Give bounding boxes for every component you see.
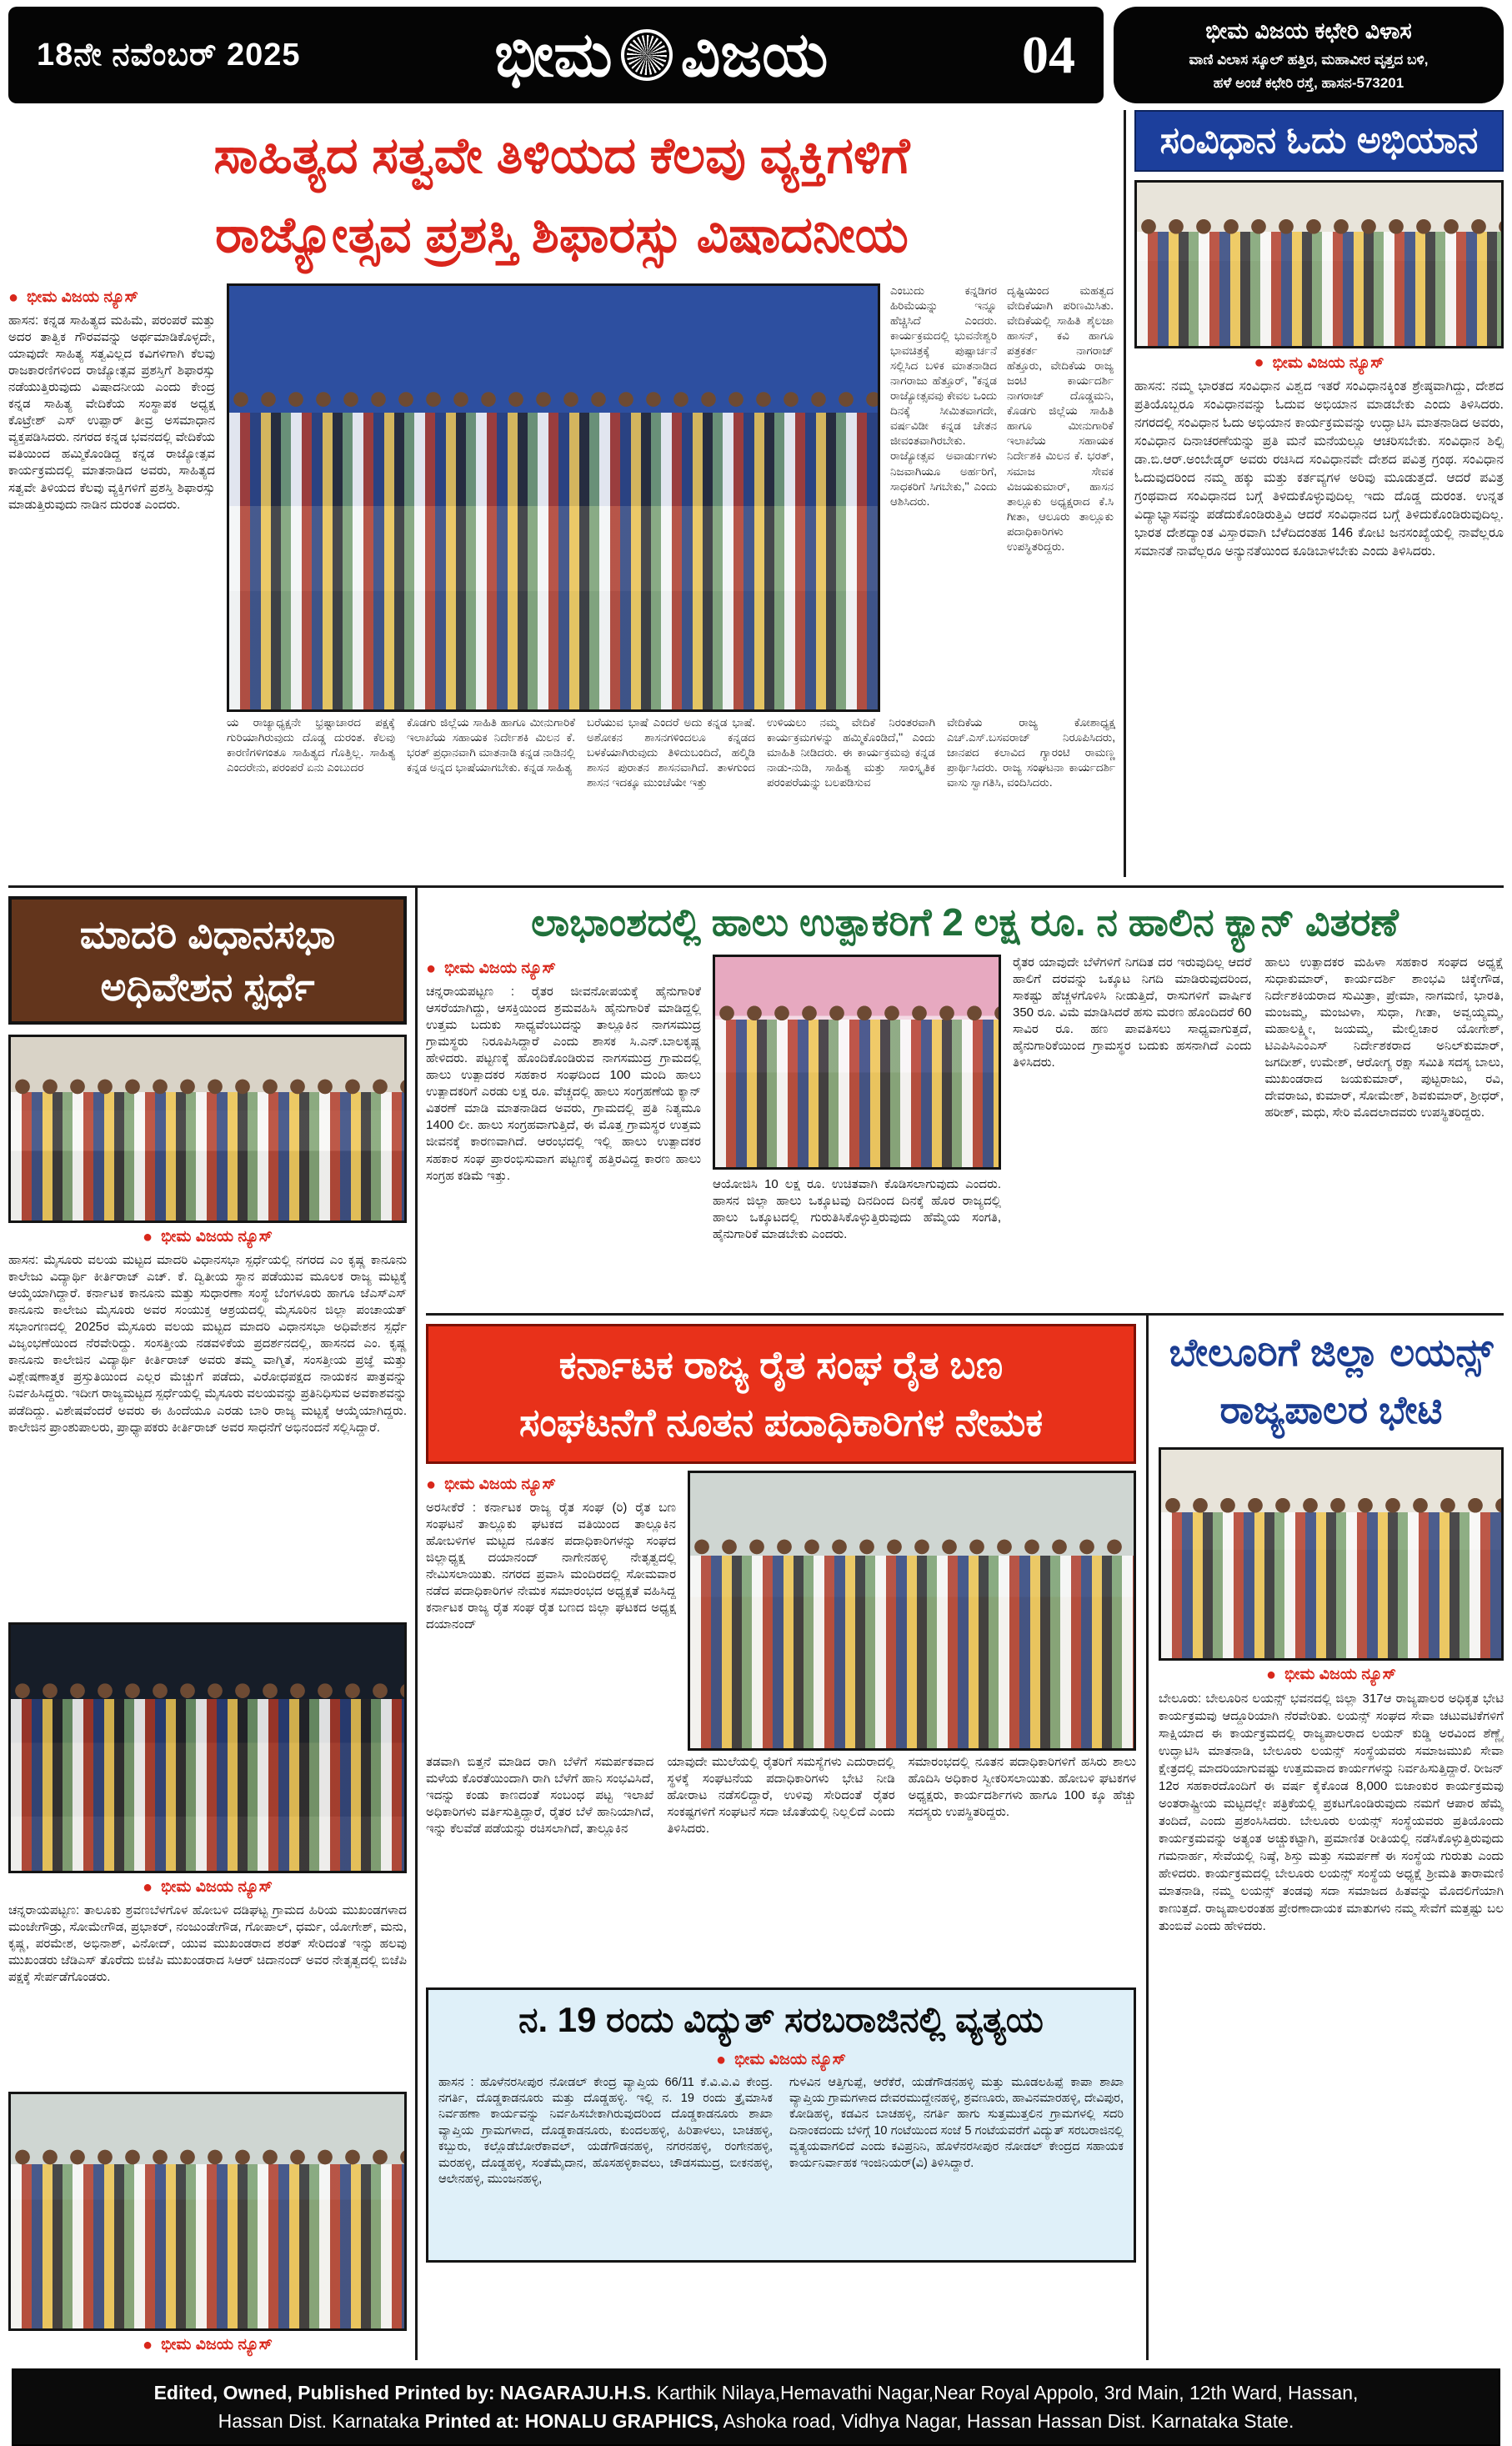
byline	[426, 960, 701, 979]
raita-headline-line2: ಸಂಘಟನೆಗೆ ನೂತನ ಪದಾಧಿಕಾರಿಗಳ ನೇಮಕ	[518, 1400, 1044, 1444]
main-article-left-column	[8, 283, 215, 877]
lower-row	[426, 1313, 1504, 2360]
electricity-headline: ನ. 19 ರಂದು ವಿದ್ಯುತ್ ಸರಬರಾಜಿನಲ್ಲಿ ವ್ಯತ್ಯಯ	[518, 1999, 1044, 2039]
model-assembly-headline-line1: ಮಾದರಿ ವಿಧಾನಸಭಾ	[79, 911, 336, 956]
main-article-bottom-columns	[227, 715, 1115, 877]
mid-band	[8, 885, 1504, 2360]
milk-photo-column	[713, 955, 1001, 1305]
milk-text-right-1: ರೈತರ ಯಾವುದೇ ಬೆಳೆಗಳಿಗೆ ನಿಗದಿತ ದರ ಇರುವುದಿಲ್ಲ ಆದರೆ ಹಾಲಿಗೆ ದರವನ್ನು ಒಕ್ಕೂಟ ನಿಗದಿ ಮಾಡಿರುವುದರಿಂದ, ಸಾಕಷ್ಟು ಹೆಚ್ಚಳಗೊಳಿಸಿ ನೀಡುತ್ತಿದೆ, ರಾಸುಗಳಿಗೆ ವಾರ್ಷಿಕ 350 ರೂ. ವಿಮೆ ಮಾಡಿಸಿದರೆ ಹಸು ಮರಣ ಹೊಂದಿದರೆ 60 ಸಾವಿರ ರೂ. ಹಣ ಪಾವತಿಸಲು ಸಾಧ್ಯವಾಗುತ್ತದೆ, ಹೈನುಗಾರಿಕೆಯಿಂದ ಗ್ರಾಮಸ್ಥರ ಬದುಕು ಹಸನಾಗಿದೆ ಎಂದು ತಿಳಿಸಿದರು.	[1013, 955, 1252, 1070]
bullet-icon: ●	[716, 2050, 727, 2069]
bullet-icon: ●	[143, 2335, 153, 2354]
raita-headline-line1: ಕರ್ನಾಟಕ ರಾಜ್ಯ ರೈತ ಸಂಘ ರೈತ ಬಣ	[558, 1342, 1004, 1386]
model-assembly-headline	[8, 896, 407, 1025]
electricity-body	[438, 2075, 1124, 2252]
main-article-headline	[8, 117, 1115, 275]
milk-article	[426, 888, 1504, 1305]
main-article-body	[8, 283, 1115, 877]
electricity-text-col-1: ಹಾಸನ : ಹೊಳೆನರಸೀಪುರ ನೋಡಲ್ ಕೇಂದ್ರ ವ್ಯಾಪ್ತಿಯ 66/11 ಕೆ.ವಿ.ವಿ.ವಿ ಕೇಂದ್ರ. ನಗರ್ತಿ, ದೊಡ್ಡಕಾಡನೂರು ಮತ್ತು ದೊಡ್ಡಹಳ್ಳಿ. ಇಲ್ಲಿ ನ. 19 ರಂದು ತ್ರೈಮಾಸಿಕ ನಿರ್ವಹಣಾ ಕಾರ್ಯವನ್ನು ನಿರ್ವಹಿಸಬೇಕಾಗಿರುವುದರಿಂದ ದೊಡ್ಡಕಾಡನೂರು ಶಾಖಾ ವ್ಯಾಪ್ತಿಯ ಗ್ರಾಮಗಳಾದ, ದೊಡ್ಡಕಾಡನೂರು, ಕುಂದಲಹಳ್ಳಿ, ಹಿರಿತಾಳಲು, ಬಾಚಹಳ್ಳಿ, ಕಬ್ಬುರು, ಕಲ್ಲೊಡೆಬೋರೆಕಾವಲ್, ಯಡೆಗೌಡನಹಳ್ಳಿ, ನಗರನಹಳ್ಳಿ, ರಂಗೇನಹಳ್ಳಿ, ಮರಹಳ್ಳಿ, ದೊಡ್ಡಹಳ್ಳಿ, ಸಂತೆಮೈದಾನ, ಹೊಸಹಳ್ಳಿಕಾವಲು, ಚೌಡಸಮುದ್ರ, ಬೀಕನಹಳ್ಳಿ, ಆಲೇನಹಳ್ಳಿ, ಮುಂಜನಹಳ್ಳಿ,	[438, 2075, 773, 2187]
masthead-title	[494, 19, 828, 92]
byline	[8, 1878, 407, 1897]
main-article-right-block	[227, 283, 1115, 877]
byline-label: ಭೀಮ ವಿಜಯ ನ್ಯೂಸ್	[161, 1878, 273, 1897]
constitution-text: ಹಾಸನ: ನಮ್ಮ ಭಾರತದ ಸಂವಿಧಾನ ವಿಶ್ವದ ಇತರೆ ಸಂವಿಧಾನಕ್ಕಿಂತ ಶ್ರೇಷ್ಠವಾಗಿದ್ದು, ದೇಶದ ಪ್ರತಿಯೊಬ್ಬರೂ ಸಂವಿಧಾನವನ್ನು ಓದುವ ಅಭಿಯಾನ ಮಾಡಬೇಕು ಎಂದು ತಿಳಿಸಿದರು. ನಗರದಲ್ಲಿ ಸಂವಿಧಾನ ಓದು ಅಭಿಯಾನ ಕಾರ್ಯಕ್ರಮವನ್ನು ಉದ್ಘಾಟಿಸಿ ಮಾತನಾಡಿದ ಅವರು, ಸಂವಿಧಾನ ದಿನಾಚರಣೆಯನ್ನು ಪ್ರತಿ ಮನೆ ಮನೆಯಲ್ಲೂ ಆಚರಿಸಬೇಕು. ಸಂವಿಧಾನ ಶಿಲ್ಪಿ ಡಾ.ಬಿ.ಆರ್.ಅಂಬೇಡ್ಕರ್ ಅವರು ರಚಿಸಿದ ಸಂವಿಧಾನವೇ ದೇಶದ ಪವಿತ್ರ ಗ್ರಂಥ. ಸಂವಿಧಾನ ಓದುವುದರಿಂದ ನಮ್ಮ ಹಕ್ಕು ಮತ್ತು ಕರ್ತವ್ಯಗಳ ಅರಿವು ಮೂಡುತ್ತದೆ. ಆದರೆ ಪವಿತ್ರ ಗ್ರಂಥವಾದ ಸಂವಿಧಾನದ ಬಗ್ಗೆ ತಿಳಿದುಕೊಳ್ಳುವುದಿಲ್ಲ ಇದು ದೊಡ್ಡ ದುರಂತ. ಉನ್ನತ ವಿದ್ಯಾಭ್ಯಾಸವನ್ನು ಪಡೆದುಕೊಂಡಿರುತ್ತಿವಿ ಆದರೆ ಸಂವಿಧಾನದ ಬಗ್ಗೆ ತಿಳಿದುಕೊಂಡಿರುವುದಿಲ್ಲ. ಭಾರತ ದೇಶದ್ಯಾಂತ ವಿಸ್ತಾರವಾಗಿ ಬೆಳೆದಿದಂತಹ 146 ಕೋಟಿ ಜನಸಂಖ್ಯೆಯಲ್ಲಿ ನಾವೆಲ್ಲರೂ ಸಮಾನತೆ ನಾವೆಲ್ಲರೂ ಅನ್ಯುನತೆಯಿಂದ ಕೂಡಿಬಾಳಬೇಕು ಎಂದು ತಿಳಿಸಿದರು.	[1134, 379, 1504, 559]
main-article-bottom-col-2: ಕೊಡಗು ಜಿಲ್ಲೆಯ ಸಾಹಿತಿ ಹಾಗೂ ಮೀನುಗಾರಿಕೆ ಇಲಾಖೆಯ ಸಹಾಯಕ ನಿರ್ದೇಶಕಿ ಮಿಲನ ಕೆ. ಭರತ್ ಪ್ರಧಾನವಾಗಿ ಮಾತನಾಡಿ ಕನ್ನಡ ನಾಡಿನಲ್ಲಿ ಕನ್ನಡ ಅನ್ನದ ಭಾಷೆಯಾಗಬೇಕು. ಕನ್ನಡ ಸಾಹಿತ್ಯ	[407, 715, 575, 774]
office-address-line2: ಹಳೆ ಅಂಚೆ ಕಛೇರಿ ರಸ್ತೆ, ಹಾಸನ-573201	[1213, 75, 1404, 91]
beluru-headline-line1: ಬೇಲೂರಿಗೆ ಜಿಲ್ಲಾ ಲಯನ್ಸ್	[1169, 1330, 1494, 1374]
imprint-line1	[20, 2378, 1492, 2408]
beluru-article	[1149, 1316, 1504, 2360]
main-article-bottom-col-1: ಯ ರಾಜ್ಯಾಧ್ಯಕ್ಷನೇ ಭ್ರಷ್ಟಾಚಾರದ ಪಕ್ಷಕ್ಕೆ ಗುರಿಯಾಗಿರುವುದು ದೊಡ್ಡ ದುರಂತ. ಕೆಲವು ಕಾರಣಿಗಳಿಗಂತೂ ಸಾಹಿತ್ಯದ ಗೊತ್ತಿಲ್ಲ. ಸಾಹಿತ್ಯ ಎಂದರೇನು, ಪರಂಪರೆ ಏನು ಎಂಬುದರ	[227, 715, 395, 774]
milk-text-under-photo: ಆಯೋಜಿಸಿ 10 ಲಕ್ಷ ರೂ. ಉಚಿತವಾಗಿ ಕೊಡಿಸಲಾಗುವುದು ಎಂದರು. ಹಾಸನ ಜಿಲ್ಲಾ ಹಾಲು ಒಕ್ಕೂಟವು ದಿನದಿಂದ ದಿನಕ್ಕೆ ಹೊರ ರಾಜ್ಯದಲ್ಲಿ ಹಾಲು ಒಕ್ಕೂಟದಲ್ಲಿ ಗುರುತಿಸಿಕೊಳ್ಳುತ್ತಿರುವುದು ಹೆಮ್ಮೆಯ ಸಂಗತಿ, ಹೈನುಗಾರಿಕೆ ಮಾಡಬೇಕು ಎಂದರು.	[713, 1176, 1001, 1241]
main-article-text-left: ಹಾಸನ: ಕನ್ನಡ ಸಾಹಿತ್ಯದ ಮಹಿಮೆ, ಪರಂಪರೆ ಮತ್ತು ಅದರ ತಾತ್ವಿಕ ಗೌರವವನ್ನು ಅರ್ಥಮಾಡಿಕೊಳ್ಳದೇ, ಯಾವುದೇ ಸಾಹಿತ್ಯ ಸತ್ವವಿಲ್ಲದ ಕವಿಗಳಿಗಾಗಿ ಕೆಲವು ರಾಜಕಾರಣಿಗಳಿಂದ ರಾಜ್ಯೋತ್ಸವ ಪ್ರಶಸ್ತಿಗೆ ಶಿಫಾರಸ್ಸು ನಡೆಯುತ್ತಿರುವುದು ವಿಷಾದನೀಯ ಎಂದು ಕೇಂದ್ರ ಕನ್ನಡ ಸಾಹಿತ್ಯ ವೇದಿಕೆಯ ಸಂಸ್ಥಾಪಕ ಅಧ್ಯಕ್ಷ ಕೊಟ್ರೇಶ್ ಎಸ್ ಉಪ್ಪಾರ್ ತೀವ್ರ ಅಸಮಾಧಾನ ವ್ಯಕ್ತಪಡಿಸಿದರು. ನಗರದ ಕನ್ನಡ ಭವನದಲ್ಲಿ ವೇದಿಕೆಯ ವತಿಯಿಂದ ಹಮ್ಮಿಕೊಂಡಿದ್ದ ಕನ್ನಡ ರಾಜ್ಯೋತ್ಸವ ಕಾರ್ಯಕ್ರಮದಲ್ಲಿ ಮಾತನಾಡಿದ ಅವರು, ಸಾಹಿತ್ಯದ ಸತ್ವವೇ ತಿಳಿಯದ ಕೆಲವು ವ್ಯಕ್ತಿಗಳಿಗೆ ಪ್ರಶಸ್ತಿ ಶಿಫಾರಸ್ಸು ಮಾಡುತ್ತಿರುವುದು ನಾಡಿನ ದುರಂತ ಎಂದರು.	[8, 313, 215, 512]
masthead-word-left: ಭೀಮ	[494, 19, 613, 89]
electricity-notice	[426, 1987, 1136, 2263]
bullet-icon: ●	[426, 959, 437, 978]
imprint-publisher-name: NAGARAJU.H.S.	[499, 2381, 652, 2403]
raita-article	[426, 1316, 1149, 2360]
beluru-text: ಬೇಲೂರು: ಬೇಲೂರಿನ ಲಯನ್ಸ್ ಭವನದಲ್ಲಿ ಜಿಲ್ಲಾ 317ಆ ರಾಜ್ಯಪಾಲರ ಅಧಿಕೃತ ಭೇಟಿ ಕಾರ್ಯಕ್ರಮವು ಆದ್ದೂರಿಯಾಗಿ ನೆರವೇರಿತು. ಲಯನ್ಸ್ ಸಂಘದ ಸೇವಾ ಚಟುವಟಿಕೆಗಳಿಗೆ ಸಾಕ್ಷಿಯಾದ ಈ ಕಾರ್ಯಕ್ರಮದಲ್ಲಿ ರಾಜ್ಯಪಾಲರಾದ ಲಯನ್ ಕುಡ್ಡಿ ಅರವಿಂದ ಶೆಣ್ಣೈ ಉದ್ಘಾಟಿಸಿ ಮಾತನಾಡಿ, ಬೇಲೂರು ಲಯನ್ಸ್ ಸಂಸ್ಥೆಯವರು ಸಮಾಜಮುಖಿ ಸೇವಾ ಕ್ಷೇತ್ರದಲ್ಲಿ ಮಾದರಿಯಾಗುವಷ್ಟು ಉತ್ತಮವಾದ ಕಾರ್ಯಗಳನ್ನು ನಿರ್ವಹಿಸುತ್ತಿದ್ದಾರೆ. ರೀಜನ್ 12ರ ಸಹಕಾರದೊಂದಿಗೆ ಈ ವರ್ಷ ಕೈಕೊಂಡ 8,000 ಬಿಜಾಂಕುರ ಕಾರ್ಯಕ್ರಮವು ಅಂತರಾಷ್ಟ್ರೀಯ ಮಟ್ಟದಲ್ಲೇ ಪತ್ರಿಕೆಯಲ್ಲಿ ಪ್ರಕಟಗೊಂಡಿರುವುದು ನಮಗೆ ಆಪಾರ ಹೆಮ್ಮೆ ತಂದಿದೆ, ಎಂದು ಪ್ರಶಂಸಿಸಿದರು. ಬೇಲೂರು ಲಯನ್ಸ್ ಸಂಸ್ಥೆಯವರು ಪ್ರತಿಯೊಂದು ಕಾರ್ಯಕ್ರಮವನ್ನು ಅತ್ಯಂತ ಅಚ್ಚುಕಟ್ಟಾಗಿ, ಪ್ರಮಾಣಿತ ರೀತಿಯಲ್ಲಿ ನಡೆಸಿಕೊಳ್ಳುತ್ತಿರುವುದು ಗಮನಾರ್ಹ, ಸೇವೆಯಲ್ಲಿ ನಿಷ್ಠೆ, ಶಿಸ್ತು ಮತ್ತು ಸಮರ್ಪಣೆ ಈ ಸಂಸ್ಥೆಯ ಗುರುತು ಎಂದು ಹೇಳಿದರು. ಕಾರ್ಯಕ್ರಮದಲ್ಲಿ ಬೇಲೂರು ಲಯನ್ಸ್ ಸಂಸ್ಥೆಯ ಅಧ್ಯಕ್ಷೆ ಶ್ರೀಮತಿ ತಾರಾಮಣಿ ಮಾತನಾಡಿ, ನಮ್ಮ ಲಯನ್ಸ್ ತಂಡವು ಸದಾ ಸಮಾಜದ ಹಿತವನ್ನು ಮೊದಲಿಗೆಯಾಗಿ ಕಾಣುತ್ತದೆ. ರಾಜ್ಯಪಾಲರಂತಹ ಪ್ರೇರಣಾದಾಯಕ ಮಾತುಗಳು ನಮ್ಮ ಸೇವೆಗೆ ಮತ್ತಷ್ಟು ಬಲ ತುಂಬಿವೆ ಎಂದು ಹೇಳಿದರು.	[1159, 1691, 1504, 1933]
main-article-text-col-b: ಎಂಬುದು ಕನ್ನಡಿಗರ ಹಿರಿಮೆಯನ್ನು ಇನ್ನೂ ಹೆಚ್ಚಿಸಿದೆ ಎಂದರು. ಕಾರ್ಯಕ್ರಮದಲ್ಲಿ ಭುವನೇಶ್ವರಿ ಭಾವಚಿತ್ರಕ್ಕೆ ಪುಷ್ಪಾರ್ಚನೆ ಸಲ್ಲಿಸಿದ ಬಳಿಕ ಮಾತನಾಡಿದ ನಾಗರಾಜು ಹೆತ್ತೂರ್, ''ಕನ್ನಡ ರಾಜ್ಯೋತ್ಸವವು ಕೇವಲ ಒಂದು ದಿನಕ್ಕೆ ಸೀಮಿತವಾಗದೇ, ವರ್ಷವಿಡೀ ಕನ್ನಡ ಚೇತನ ಜೀವಂತವಾಗಿರಬೇಕು. ರಾಜ್ಯೋತ್ಸವ ಅವಾರ್ಡುಗಳು ನಿಜವಾಗಿಯೂ ಅರ್ಹರಿಗೆ, ಸಾಧಕರಿಗೆ ಸಿಗಬೇಕು,'' ಎಂದು ಆಶಿಸಿದರು.	[890, 283, 997, 508]
milk-article-body	[426, 955, 1504, 1305]
bullet-icon: ●	[1254, 353, 1264, 372]
bullet-icon: ●	[426, 1475, 437, 1494]
byline-label: ಭೀಮ ವಿಜಯ ನ್ಯೂಸ್	[161, 1228, 273, 1246]
byline	[1159, 1666, 1504, 1685]
model-assembly-headline-line2: ಅಧಿವೇಶನ ಸ್ಪರ್ಧೆ	[100, 965, 315, 1010]
main-headline-line1: ಸಾಹಿತ್ಯದ ಸತ್ವವೇ ತಿಳಿಯದ ಕೆಲವು ವ್ಯಕ್ತಿಗಳಿಗೆ	[213, 128, 910, 183]
raita-bottom-columns	[426, 1754, 1136, 1977]
byline-label: ಭೀಮ ವಿಜಯ ನ್ಯೂಸ್	[734, 2051, 846, 2069]
milk-headline: ಲಾಭಾಂಶದಲ್ಲಿ ಹಾಲು ಉತ್ಪಾಕರಿಗೆ 2 ಲಕ್ಷ ರೂ. ನ ಹಾಲಿನ ಕ್ಯಾನ್ ವಿತರಣೆ	[531, 900, 1399, 944]
main-article-bottom-col-4: ಉಳಿಯಲು ನಮ್ಮ ವೇದಿಕೆ ನಿರಂತರವಾಗಿ ಕಾರ್ಯಕ್ರಮಗಳನ್ನು ಹಮ್ಮಿಕೊಂಡಿದೆ,'' ಎಂದು ಮಾಹಿತಿ ನೀಡಿದರು. ಈ ಕಾರ್ಯಕ್ರಮವು ಕನ್ನಡ ನಾಡು-ನುಡಿ, ಸಾಹಿತ್ಯ ಮತ್ತು ಸಾಂಸ್ಕೃತಿಕ ಪರಂಪರೆಯನ್ನು ಬಲಪಡಿಸುವ	[767, 715, 935, 789]
bullet-icon: ●	[143, 1877, 153, 1897]
bullet-icon: ●	[8, 288, 19, 307]
byline	[426, 1476, 676, 1495]
main-headline-line2: ರಾಜ್ಯೋತ್ಸವ ಪ್ರಶಸ್ತಿ ಶಿಫಾರಸ್ಸು ವಿಷಾದನೀಯ	[215, 206, 909, 263]
page-header	[8, 7, 1504, 103]
byline-label: ಭೀಮ ವಿಜಯ ನ್ಯೂಸ್	[161, 2336, 273, 2354]
constitution-headline: ಸಂವಿಧಾನ ಓದು ಅಭಿಯಾನ	[1134, 110, 1504, 172]
raita-left-column	[426, 1471, 676, 1746]
right-area	[418, 888, 1504, 2360]
main-article-photo	[227, 283, 880, 712]
byline-label: ಭೀಮ ವಿಜಯ ನ್ಯೂಸ್	[444, 1476, 556, 1494]
imprint-line2	[20, 2407, 1492, 2436]
imprint-footer	[12, 2368, 1500, 2446]
raita-text-col-3: ಸಮಾರಂಭದಲ್ಲಿ ನೂತನ ಪದಾಧಿಕಾರಿಗಳಿಗೆ ಹಸಿರು ಶಾಲು ಹೊದಿಸಿ ಅಧಿಕಾರ ಸ್ವೀಕರಿಸಲಾಯಿತು. ಹೋಬಳಿ ಘಟಕಗಳ ಅಧ್ಯಕ್ಷರು, ಕಾರ್ಯದರ್ಶಿಗಳು ಹಾಗೂ 100 ಕ್ಕೂ ಹೆಚ್ಚು ಸದಸ್ಯರು ಉಪಸ್ಥಿತರಿದ್ದರು.	[908, 1754, 1136, 1819]
byline-label: ಭೀಮ ವಿಜಯ ನ್ಯೂಸ್	[27, 288, 138, 307]
raita-group-photo	[688, 1471, 1136, 1751]
constitution-photo	[1134, 180, 1504, 348]
raita-body	[426, 1471, 1136, 1746]
office-title: ಭೀಮ ವಿಜಯ ಕಛೇರಿ ವಿಳಾಸ	[1205, 18, 1412, 43]
byline	[8, 1228, 407, 1247]
page-number: 04	[1021, 25, 1075, 84]
main-article-text-col-c: ದೃಷ್ಟಿಯಿಂದ ಮಹತ್ವದ ವೇದಿಕೆಯಾಗಿ ಪರಿಣಮಿಸಿತು. ವೇದಿಕೆಯಲ್ಲಿ ಸಾಹಿತಿ ಶೈಲಜಾ ಹಾಸನ್, ಕವಿ ಹಾಗೂ ಪತ್ರಕರ್ತ ನಾಗರಾಜ್ ಹೆತ್ತೂರು, ವೇದಿಕೆಯ ರಾಜ್ಯ ಜಂಟಿ ಕಾರ್ಯದರ್ಶಿ ನಾಗರಾಜ್ ದೊಡ್ಡಮನಿ, ಕೊಡಗು ಜಿಲ್ಲೆಯ ಸಾಹಿತಿ ಹಾಗೂ ಮೀನುಗಾರಿಕೆ ಇಲಾಖೆಯ ಸಹಾಯಕ ನಿರ್ದೇಶಕಿ ಮಿಲನ ಕೆ. ಭರತ್, ಸಮಾಜ ಸೇವಕ ವಿಜಯಕುಮಾರ್, ಹಾಸನ ತಾಲ್ಲೂಕು ಅಧ್ಯಕ್ಷರಾದ ಕೆ.ಸಿ ಗೀತಾ, ಆಲೂರು ತಾಲ್ಲೂಕು ಪದಾಧಿಕಾರಿಗಳು ಉಪಸ್ಥಿತರಿದ್ದರು.	[1007, 283, 1114, 553]
raita-text-col-1: ತಡವಾಗಿ ಬಿತ್ತನೆ ಮಾಡಿದ ರಾಗಿ ಬೆಳೆಗೆ ಸಮರ್ಪಕವಾದ ಮಳೆಯ ಕೊರತೆಯಿಂದಾಗಿ ರಾಗಿ ಬೆಳೆಗೆ ಹಾನಿ ಸಂಭವಿಸಿದೆ, ಇದನ್ನು ಕಂಡು ಕಾಣದಂತೆ ಸಂಬಂಧ ಪಟ್ಟ ಇಲಾಖೆ ಅಧಿಕಾರಿಗಳು ವರ್ತಿಸುತ್ತಿದ್ದಾರೆ, ರೈತರ ಬೆಳೆ ಹಾನಿಯಾಗಿದೆ, ಇನ್ನು ಕೆಲವೆಡೆ ಪಡೆಯನ್ನು ರಚಿಸಲಾಗಿದೆ, ತಾಲ್ಲೂಕಿನ	[426, 1754, 654, 1836]
beluru-headline	[1159, 1324, 1504, 1439]
main-article-bottom-col-5: ವೇದಿಕೆಯ ರಾಜ್ಯ ಕೋಶಾಧ್ಯಕ್ಷ ಎಚ್.ಎಸ್.ಬಸವರಾಜ್ ನಿರೂಪಿಸಿದರು, ಜಾನಪದ ಕಲಾವಿದ ಗ್ಯಾರಂಟಿ ರಾಮಣ್ಣ ಪ್ರಾರ್ಥಿಸಿದರು. ರಾಜ್ಯ ಸಂಘಟನಾ ಕಾರ್ಯದರ್ಶಿ ವಾಸು ಸ್ವಾಗತಿಸಿ, ವಂದಿಸಿದರು.	[947, 715, 1115, 789]
bullet-icon: ●	[1266, 1665, 1277, 1684]
raita-headline	[426, 1324, 1136, 1464]
left-column	[8, 888, 418, 2360]
byline	[8, 288, 215, 308]
milk-right-columns	[1013, 955, 1504, 1305]
byline-label: ಭೀಮ ವಿಜಯ ನ್ಯೂಸ್	[444, 960, 556, 978]
beluru-lions-photo	[1159, 1447, 1504, 1661]
milk-can-distribution-photo	[713, 955, 1001, 1170]
sdm-students-photo	[8, 2092, 407, 2331]
model-assembly-photo	[8, 1035, 407, 1222]
constitution-article	[1126, 110, 1504, 877]
imprint-district: Hassan Dist. Karnataka	[218, 2410, 420, 2433]
model-assembly-text: ಹಾಸನ: ಮೈಸೂರು ವಲಯ ಮಟ್ಟದ ಮಾದರಿ ವಿಧಾನಸಭಾ ಸ್ಪರ್ಧೆಯಲ್ಲಿ ನಗರದ ಎಂ ಕೃಷ್ಣ ಕಾನೂನು ಕಾಲೇಜು ವಿದ್ಯಾರ್ಥಿ ಕೀರ್ತಿರಾಜ್ ಎಚ್. ಕೆ. ದ್ವಿತೀಯ ಸ್ಥಾನ ಪಡೆಯುವ ಮೂಲಕ ರಾಜ್ಯ ಮಟ್ಟಕ್ಕೆ ಆಯ್ಕೆಯಾಗಿದ್ದಾರೆ. ಕರ್ನಾಟಕ ಕಾನೂನು ಮತ್ತು ಸುಧಾರಣಾ ಸಂಸ್ಥೆ ಬೆಂಗಳೂರು ಹಾಗೂ ಜೆಎಸ್‌ಎಸ್ ಕಾನೂನು ಕಾಲೇಜು ಮೈಸೂರು ಅವರ ಸಂಯುಕ್ತ ಆಶ್ರಯದಲ್ಲಿ ಮೈಸೂರಿನ ಜಿಲ್ಲಾ ಪಂಚಾಯತ್ ಸಭಾಂಗಣದಲ್ಲಿ 2025ರ ಮೈಸೂರು ವಲಯ ಮಟ್ಟದ ಮಾದರಿ ವಿಧಾನಸಭಾ ಅಧಿವೇಶನ ಸ್ಪರ್ಧೆ ವಿಜೃಂಭಣೆಯಿಂದ ನೆರವೇರಿದ್ದು. ಸಂಸತ್ತೀಯ ನಡವಳಿಕೆಯ ಪ್ರದರ್ಶನದಲ್ಲಿ, ಹಾಸನದ ಎಂ. ಕೃಷ್ಣ ಕಾನೂನು ಕಾಲೇಜಿನ ವಿದ್ಯಾರ್ಥಿ ಕೀರ್ತಿರಾಜ್ ಅವರು ತಮ್ಮ ವಾಗ್ಮಿತೆ, ಸಂಸತ್ತೀಯ ಪ್ರಜ್ಞೆ ಮತ್ತು ವಿಶ್ಲೇಷಣಾತ್ಮಕ ಪ್ರಸ್ತುತಿಯಿಂದ ಎಲ್ಲರ ಮೆಚ್ಚುಗೆ ಪಡೆದು, ವಿರೋಧಪಕ್ಷದ ನಾಯಕನ ಪಾತ್ರವನ್ನು ನಿರ್ವಹಿಸಿದ್ದರು. ಇದೀಗ ರಾಜ್ಯಮಟ್ಟದ ಸ್ಪರ್ಧೆಯಲ್ಲಿ ಮೈಸೂರು ವಲಯವನ್ನು ಪ್ರತಿನಿಧಿಸುವ ಅವಕಾಶವನ್ನು ಪಡೆದಿದ್ದು. ವಿಶೇಷವೆಂದರೆ ಅವರು ಈ ಹಿಂದೆಯೂ ಎರಡು ಬಾರಿ ರಾಜ್ಯ ಮಟ್ಟಕ್ಕೆ ಆಯ್ಕೆಯಾಗಿದ್ದರು. ಕಾಲೇಜಿನ ಪ್ರಾಂಶುಪಾಲರು, ಪ್ರಾಧ್ಯಾಪಕರು ಕೀರ್ತಿರಾಜ್ ಅವರ ಸಾಧನೆಗೆ ಅಭಿನಂದನೆ ಸಲ್ಲಿಸಿದ್ದಾರೆ.	[8, 1252, 407, 1435]
main-article-bottom-col-3: ಬರೆಯುವ ಭಾಷೆ ಎಂದರೆ ಅದು ಕನ್ನಡ ಭಾಷೆ. ಅಶೋಕನ ಶಾಸನಗಳಿಂದಲೂ ಕನ್ನಡದ ಬಳಕೆಯಾಗಿರುವುದು ತಿಳಿದುಬಂದಿದೆ, ಹಲ್ಮಿಡಿ ಶಾಸನ ಪುರಾತನ ಶಾಸನವಾಗಿದೆ. ತಾಳಗುಂದ ಶಾಸನ ಇದಕ್ಕೂ ಮುಂಚೆಯೇ ಇತ್ತು	[587, 715, 755, 789]
imprint-publisher-label: Edited, Owned, Published Printed by:	[153, 2381, 495, 2403]
bjp-joining-text: ಚನ್ನರಾಯಪಟ್ಟಣ: ತಾಲೂಕು ಶ್ರವಣಬೆಳಗೊಳ ಹೋಬಳಿ ದಡಿಘಟ್ಟ ಗ್ರಾಮದ ಹಿರಿಯ ಮುಖಂಡಗಳಾದ ಮಂಜೇಗೌಡ್ರು, ಸೋಮೇಗೌಡ, ಪ್ರಭಾಕರ್, ನಂಜುಂಡೇಗೌಡ, ಗೋಪಾಲ್, ಧರ್ಮ, ಯೋಗೇಶ್, ಮನು, ಕೃಷ್ಣ, ಪರಮೇಶ, ಅಭಿನಾಶ್, ವಿನೋದ್, ಯುವ ಮುಖಂಡರಾದ ಶರತ್ ಸೇರಿದಂತೆ ಇನ್ನು ಹಲವು ಮುಖಂಡರು ಜೆಡಿಎಸ್ ತೊರೆದು ಬಿಜೆಪಿ ಮುಖಂಡರಾದ ಸಿಆರ್ ಚಿದಾನಂದ್ ಅವರ ನೇತೃತ್ವದಲ್ಲಿ ಬಿಜೆಪಿ ಪಕ್ಷಕ್ಕೆ ಸೇರ್ಪಡೆಗೊಂಡರು.	[8, 1902, 407, 1984]
beluru-headline-line2: ರಾಜ್ಯಪಾಲರ ಭೇಟಿ	[1219, 1387, 1443, 1431]
office-address-line1: ವಾಣಿ ವಿಲಾಸ ಸ್ಕೂಲ್ ಹತ್ತಿರ, ಮಹಾವೀರ ವೃತ್ತದ ಬಳಿ,	[1189, 52, 1429, 68]
imprint-printer-label: Printed at: HONALU GRAPHICS,	[424, 2410, 719, 2433]
imprint-publisher-address: Karthik Nilaya,Hemavathi Nagar,Near Royal Appolo, 3rd Main, 12th Ward, Hassan,	[656, 2381, 1359, 2403]
byline-label: ಭೀಮ ವಿಜಯ ನ್ಯೂಸ್	[1272, 353, 1384, 372]
electricity-text-col-2: ಗುಳವಿನ ಆತ್ತಿಗುಪ್ಪೆ, ಆರೆಕೆರೆ, ಯಡೆಗೌಡನಹಳ್ಳಿ ಮತ್ತು ಮೂಡಲಹಿಪ್ಪೆ ಕಾಪಾ ಶಾಖಾ ವ್ಯಾಪ್ತಿಯ ಗ್ರಾಮಗಳಾದ ದೇವರಮುದ್ದೇನಹಳ್ಳಿ, ಶ್ರವಣೂರು, ಹಾವಿನಮಾರಹಳ್ಳಿ, ದೇವಿಪುರ, ಕೋಡಿಹಳ್ಳಿ, ಕಡವಿನ ಬಾಚಹಳ್ಳಿ, ನಗರ್ತಿ ಹಾಗು ಸುತ್ತಮುತ್ತಲಿನ ಗ್ರಾಮಗಳಲ್ಲಿ ಸದರಿ ದಿನಾಂಕದಂದು ಬೆಳಿಗ್ಗೆ 10 ಗಂಟೆಯಿಂದ ಸಂಜೆ 5 ಗಂಟೆಯವರೆಗೆ ವಿದ್ಯುತ್ ಸರಬರಾಜಿನಲ್ಲಿ ವ್ಯತ್ಯಯವಾಗಲಿದೆ ಎಂದು ಕವಿಪ್ರನಿನಿ, ಹೊಳೆನರಸೀಪುರ ನೋಡಲ್ ಕೇಂದ್ರದ ಸಹಾಯಕ ಕಾರ್ಯನಿರ್ವಾಹಕ ಇಂಜಿನಿಯರ್(ವಿ) ತಿಳಿಸಿದ್ದಾರೆ.	[789, 2075, 1124, 2170]
byline	[8, 2336, 407, 2355]
imprint-printer-address: Ashoka road, Vidhya Nagar, Hassan Hassan Dist. Karnataka State.	[723, 2410, 1294, 2433]
bjp-joining-photo	[8, 1622, 407, 1872]
raita-text-lead: ಅರಸೀಕೆರೆ : ಕರ್ನಾಟಕ ರಾಜ್ಯ ರೈತ ಸಂಘ (ರಿ) ರೈತ ಬಣ ಸಂಘಟನೆ ತಾಲ್ಲೂಕು ಘಟಕದ ವತಿಯಿಂದ ತಾಲ್ಲೂಕಿನ ಹೋಬಳಿಗಳ ಮಟ್ಟದ ನೂತನ ಪದಾಧಿಕಾರಿಗಳನ್ನು ಸಂಘದ ಜಿಲ್ಲಾಧ್ಯಕ್ಷ ದಯಾನಂದ್ ನಾಗೇನಹಳ್ಳಿ ನೇತೃತ್ವದಲ್ಲಿ ನೇಮಿಸಲಾಯಿತು. ನಗರದ ಪ್ರವಾಸಿ ಮಂದಿರದಲ್ಲಿ ಸೋಮವಾರ ನಡೆದ ಪದಾಧಿಕಾರಿಗಳ ನೇಮಕ ಸಮಾರಂಭದ ಅಧ್ಯಕ್ಷತೆ ವಹಿಸಿದ್ದ ಕರ್ನಾಟಕ ರಾಜ್ಯ ರೈತ ಸಂಘ ರೈತ ಬಣದ ಜಿಲ್ಲಾ ಘಟಕದ ಅಧ್ಯಕ್ಷ ದಯಾನಂದ್	[426, 1500, 676, 1632]
main-article-photo-row	[227, 283, 1115, 707]
edition-date: 18ನೇ ನವೆಂಬರ್ 2025	[37, 37, 301, 73]
byline	[438, 2051, 1124, 2070]
milk-text-left: ಚನ್ನರಾಯಪಟ್ಟಣ : ರೈತರ ಜೀವನೋಪಯಕ್ಕೆ ಹೈನುಗಾರಿಕೆ ಆಸರೆಯಾಗಿದ್ದು, ಆಸಕ್ತಿಯಿಂದ ಶ್ರಮವಹಿಸಿ ಹೈನುಗಾರಿಕೆ ಮಾಡಿದ್ದಲ್ಲಿ ಉತ್ತಮ ಬದುಕು ಸಾಧ್ಯವೆಂಬುದನ್ನು ತಾಲ್ಲೂಕಿನ ನಾಗಸಮುದ್ರ ಗ್ರಾಮಸ್ಥರು ನಿರೂಪಿಸಿದ್ದಾರೆ ಎಂದು ಶಾಸಕ ಸಿ.ಎನ್.ಬಾಲಕೃಷ್ಣ ಹೇಳಿದರು. ಪಟ್ಟಣಕ್ಕೆ ಹೊಂದಿಕೊಂಡಿರುವ ನಾಗಸಮುದ್ರ ಗ್ರಾಮದಲ್ಲಿ ಹಾಲು ಉತ್ಪಾದಕರ ಸಹಕಾರ ಸಂಘದಿಂದ 100 ಮಂದಿ ಹಾಲು ಉತ್ಪಾದಕರಿಗೆ ಎರಡು ಲಕ್ಷ ರೂ. ವೆಚ್ಚದಲ್ಲಿ ಹಾಲು ಸಂಗ್ರಹಣೆಯ ಕ್ಯಾನ್ ವಿತರಣೆ ಮಾಡಿ ಮಾತನಾಡಿದ ಅವರು, ಗ್ರಾಮದಲ್ಲಿ ಪ್ರತಿ ನಿತ್ಯಮೂ 1400 ಲೀ. ಹಾಲು ಸಂಗ್ರಹವಾಗುತ್ತಿದೆ, ಈ ಮೊತ್ತ ಗ್ರಾಮಸ್ಥರ ಉತ್ತಮ ಜೀವನಕ್ಕೆ ಕಾರಣವಾಗಿದೆ. ಆರಂಭದಲ್ಲಿ ಇಲ್ಲಿ ಹಾಲು ಉತ್ಪಾದಕರ ಸಹಕಾರ ಸಂಘ ಪ್ರಾರಂಭಿಸುವಾಗ ಪಟ್ಟಣಕ್ಕೆ ಹತ್ತಿರವಿದ್ದ ಕಾರಣ ಹಾಲು ಸಂಗ್ರಹ ಕಡಿಮೆ ಇತ್ತು.	[426, 984, 701, 1183]
main-article	[8, 110, 1126, 877]
byline-label: ಭೀಮ ವಿಜಯ ನ್ಯೂಸ್	[1284, 1666, 1396, 1684]
office-address-box	[1114, 7, 1504, 103]
masthead-word-right: ವಿಜಯ	[680, 19, 829, 89]
milk-text-right-2: ಹಾಲು ಉತ್ಪಾದಕರ ಮಹಿಳಾ ಸಹಕಾರ ಸಂಘದ ಅಧ್ಯಕ್ಷೆ ಸುಧಾಕುಮಾರ್, ಕಾರ್ಯದರ್ಶಿ ಶಾಂಭವಿ ಚಿಕ್ಕೇಗೌಡ, ನಿರ್ದೇಶಕಿಯರಾದ ಸುಮಿತ್ರಾ, ಪ್ರೇಮಾ, ನಾಗಮಣಿ, ಭಾರತಿ, ಮಂಜಮ್ಮ, ಮಂಜುಳಾ, ಸುಧಾ, ಗೀತಾ, ಅವ್ವಯ್ಯಮ್ಮ, ಮಹಾಲಕ್ಷ್ಮೀ, ಜಯಮ್ಮ, ಮೇಲ್ವಿಚಾರ ಯೋಗೇಶ್, ಟಿಎಪಿಸಿಎಂಎಸ್ ನಿರ್ದೇಶಕರಾದ ಅನಿಲ್‌ಕುಮಾರ್, ಜಗದೀಶ್, ಉಮೇಶ್, ಆರೋಗ್ಯ ರಕ್ಷಾ ಸಮಿತಿ ಸದಸ್ಯ ಬಾಲು, ಮುಖಂಡರಾದ ಜಯಕುಮಾರ್, ಪುಟ್ಟರಾಜು, ರವಿ, ದೇವರಾಜು, ಕುಮಾರ್, ಸೋಮೇಶ್, ಶಿವಕುಮಾರ್, ಶ್ರೀಧರ್, ಹರೀಶ್, ಮಧು, ಸೇರಿ ಮೊದಲಾದವರು ಉಪಸ್ಥಿತರಿದ್ದರು.	[1264, 955, 1504, 1120]
top-band	[8, 110, 1504, 877]
ashoka-chakra-icon	[621, 29, 673, 81]
raita-text-col-2: ಯಾವುದೇ ಮುಲೆಯಲ್ಲಿ ರೈತರಿಗೆ ಸಮಸ್ಯೆಗಳು ಎದುರಾದಲ್ಲಿ ಸ್ಥಳಕ್ಕೆ ಸಂಘಟನೆಯ ಪದಾಧಿಕಾರಿಗಳು ಭೇಟಿ ನೀಡಿ ಹೋರಾಟ ನಡೆಸಲಿದ್ದಾರೆ, ಉಳಿವು ಸೇರಿದಂತೆ ರೈತರ ಸಂಕಷ್ಟಗಳಿಗೆ ಸಂಘಟನೆ ಸದಾ ಜೊತೆಯಲ್ಲಿ ನಿಲ್ಲಲಿದೆ ಎಂದು ತಿಳಿಸಿದರು.	[667, 1754, 895, 1836]
bullet-icon: ●	[143, 1227, 153, 1246]
byline	[1134, 353, 1504, 373]
masthead-bar	[8, 7, 1104, 103]
milk-left-column	[426, 955, 701, 1305]
